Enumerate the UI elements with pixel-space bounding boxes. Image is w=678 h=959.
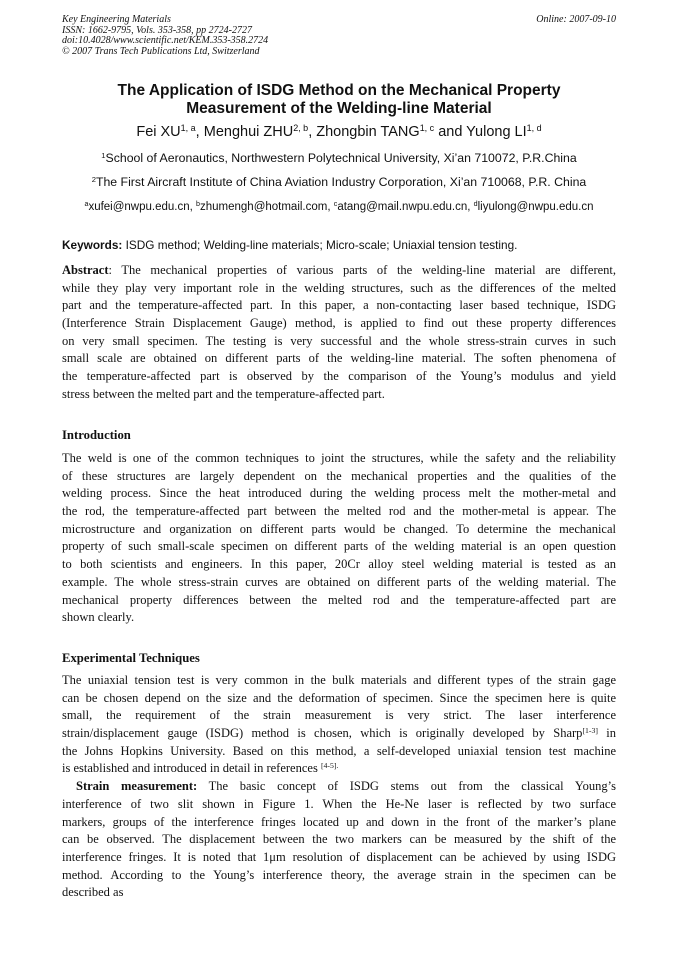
strain-line: can be observed. The displacement between the two markers can be measured by the shift of the <box>62 832 616 847</box>
author-list <box>62 123 616 141</box>
email-sup: c <box>333 200 338 209</box>
copyright-line: © 2007 Trans Tech Publications Ltd, Switzerland <box>62 45 260 57</box>
author-emails <box>40 200 638 215</box>
abstract-line: Abstract: The mechanical properties of various parts of the welding-line material are different, <box>62 263 616 277</box>
intro-line: microstructure and organization on different parts would be changed. To determine the mechanical <box>62 521 616 536</box>
intro-line: property of such small-scale specimen on different parts of the welding material is an open question <box>62 539 616 554</box>
keywords-text: ISDG method; Welding-line materials; Micro-scale; Uniaxial tension testing. <box>125 238 518 252</box>
abstract-line: small scale are obtained on different parts of the welding-line material. The soften phenomena of <box>62 351 616 366</box>
strain-line: Strain measurement: The basic concept of ISDG stems out from the classical Young’s <box>76 779 616 794</box>
email-link[interactable]: liyulong@nwpu.edu.cn <box>477 201 594 213</box>
affiliation-text: School of Aeronautics, Northwestern Polytechnical University, Xi’an 710072, P.R.China <box>105 151 577 165</box>
email-sup: b <box>196 200 200 209</box>
intro-line: the rod, the temperature-affected part between the melted rod and the mother-metal is appear. The <box>62 504 616 519</box>
email-sup: d <box>473 200 478 209</box>
exp-line: strain/displacement gauge (ISDG) method is chosen, which is originally developed by Sharp[1-3] in <box>62 725 616 741</box>
author-name: Yulong LI <box>466 124 527 140</box>
author-sup: 2, b <box>293 123 309 134</box>
abstract-line: (Interference Strain Displacement Gauge) method, is applied to find out these property differences <box>62 316 616 331</box>
citation-ref[interactable]: [4-5]. <box>320 761 339 771</box>
strain-line: described as <box>62 885 124 900</box>
strain-line: interference of two slit shown in Figure 1. When the He-Ne laser is reflected by two surface <box>62 796 616 811</box>
experimental-body <box>62 672 616 902</box>
email-link[interactable]: zhumengh@hotmail.com, <box>199 201 334 213</box>
intro-line: to both scientists and engineers. In this paper, 20Cr alloy steel welding material is tested as an <box>62 557 616 572</box>
author-sup: 1, d <box>526 123 542 134</box>
intro-line: mechanical property differences between the melted rod and the temperature-affected part are <box>62 592 616 607</box>
abstract-label: Abstract <box>62 263 109 277</box>
strain-measurement-label: Strain measurement: <box>76 779 198 794</box>
section-heading-introduction: Introduction <box>62 428 131 442</box>
abstract-line: the temperature-affected part is observed by the comparison of the Young’s modulus and yield <box>62 369 616 384</box>
abstract-line: stress between the melted part and the temperature-affected part. <box>62 386 385 401</box>
author-sup: 1, c <box>419 123 435 134</box>
section-heading-experimental: Experimental Techniques <box>62 651 200 665</box>
intro-line: shown clearly. <box>62 610 135 625</box>
author-name: Menghui ZHU <box>203 124 294 140</box>
author-sep: and <box>434 124 467 140</box>
exp-line: can be chosen depend on the size and the deformation of specimen. Since the specimen here is quite <box>62 690 616 705</box>
introduction-body <box>62 450 616 627</box>
abstract-line: on very small specimen. The testing is very successful and the whole stress-strain curves in such <box>62 333 616 348</box>
author-name: Zhongbin TANG <box>316 124 420 140</box>
email-link[interactable]: atang@mail.nwpu.edu.cn, <box>337 201 474 213</box>
strain-line: interference fringes. It is noted that 1μm resolution of displacement can be achieved by using ISDG <box>62 849 616 864</box>
author-sep: , <box>308 124 317 140</box>
exp-line: The uniaxial tension test is very common in the bulk materials and different types of the strain gage <box>62 673 616 687</box>
exp-line: the Johns Hopkins University. Based on this method, a self-developed uniaxial tension test machine <box>62 743 616 758</box>
intro-line: example. The whole stress-strain curves are obtained on different parts of the welding material. The <box>62 574 616 589</box>
abstract-line: part and the temperature-affected part. In this paper, a non-contacting laser based technique, ISDG <box>62 298 616 313</box>
abstract-line: while they play very important role in the welding structures, such as the differences of the melted <box>62 280 616 295</box>
affiliation-sup: 2 <box>91 174 96 184</box>
author-name: Fei XU <box>136 124 181 140</box>
author-sup: 1, a <box>180 123 196 134</box>
affiliation-2 <box>40 175 638 190</box>
affiliation-text: The First Aircraft Institute of China Aviation Industry Corporation, Xi’an 710068, P.R. China <box>95 175 587 189</box>
online-date: Online: 2007-09-10 <box>536 14 616 25</box>
title-line-1: The Application of ISDG Method on the Mechanical Property <box>117 82 561 99</box>
doi-line[interactable]: doi:10.4028/www.scientific.net/KEM.353-358.2724 <box>62 35 269 47</box>
author-sep: , <box>195 124 204 140</box>
exp-line: is established and introduced in detail in references $^{[4-5].}$ <box>62 761 339 776</box>
citation-ref[interactable]: [1-3] <box>582 725 598 735</box>
abstract <box>62 262 616 404</box>
affiliation-1 <box>40 151 638 166</box>
strain-line: method. According to the Young’s interference theory, the average strain in the specimen can be <box>62 867 616 882</box>
email-link[interactable]: xufei@nwpu.edu.cn, <box>88 201 197 213</box>
journal-header <box>62 15 616 57</box>
strain-line: markers, groups of the interference fringes located up and down in the front of the marker’s plane <box>62 814 616 829</box>
intro-line: welding process. Since the heat introduced during the welding process melt the mother-metal and <box>62 486 616 501</box>
keywords-label: Keywords: <box>62 238 123 252</box>
intro-line: The weld is one of the common techniques to joint the structures, while the safety and the reliability <box>62 451 616 465</box>
issn-line: ISSN: 1662-9795, Vols. 353-358, pp 2724-2727 <box>62 24 252 36</box>
paper-title <box>62 82 616 118</box>
email-sup: a <box>84 200 89 209</box>
intro-line: of these structures are largely dependent on the mechanical properties and the qualities of the <box>62 468 616 483</box>
journal-name: Key Engineering Materials <box>62 14 171 25</box>
title-line-2: Measurement of the Welding-line Material <box>186 100 492 117</box>
exp-line: small, the requirement of the strain measurement is very strict. The laser interference <box>62 708 616 723</box>
affiliation-sup: 1 <box>101 150 106 160</box>
keywords <box>62 238 616 253</box>
